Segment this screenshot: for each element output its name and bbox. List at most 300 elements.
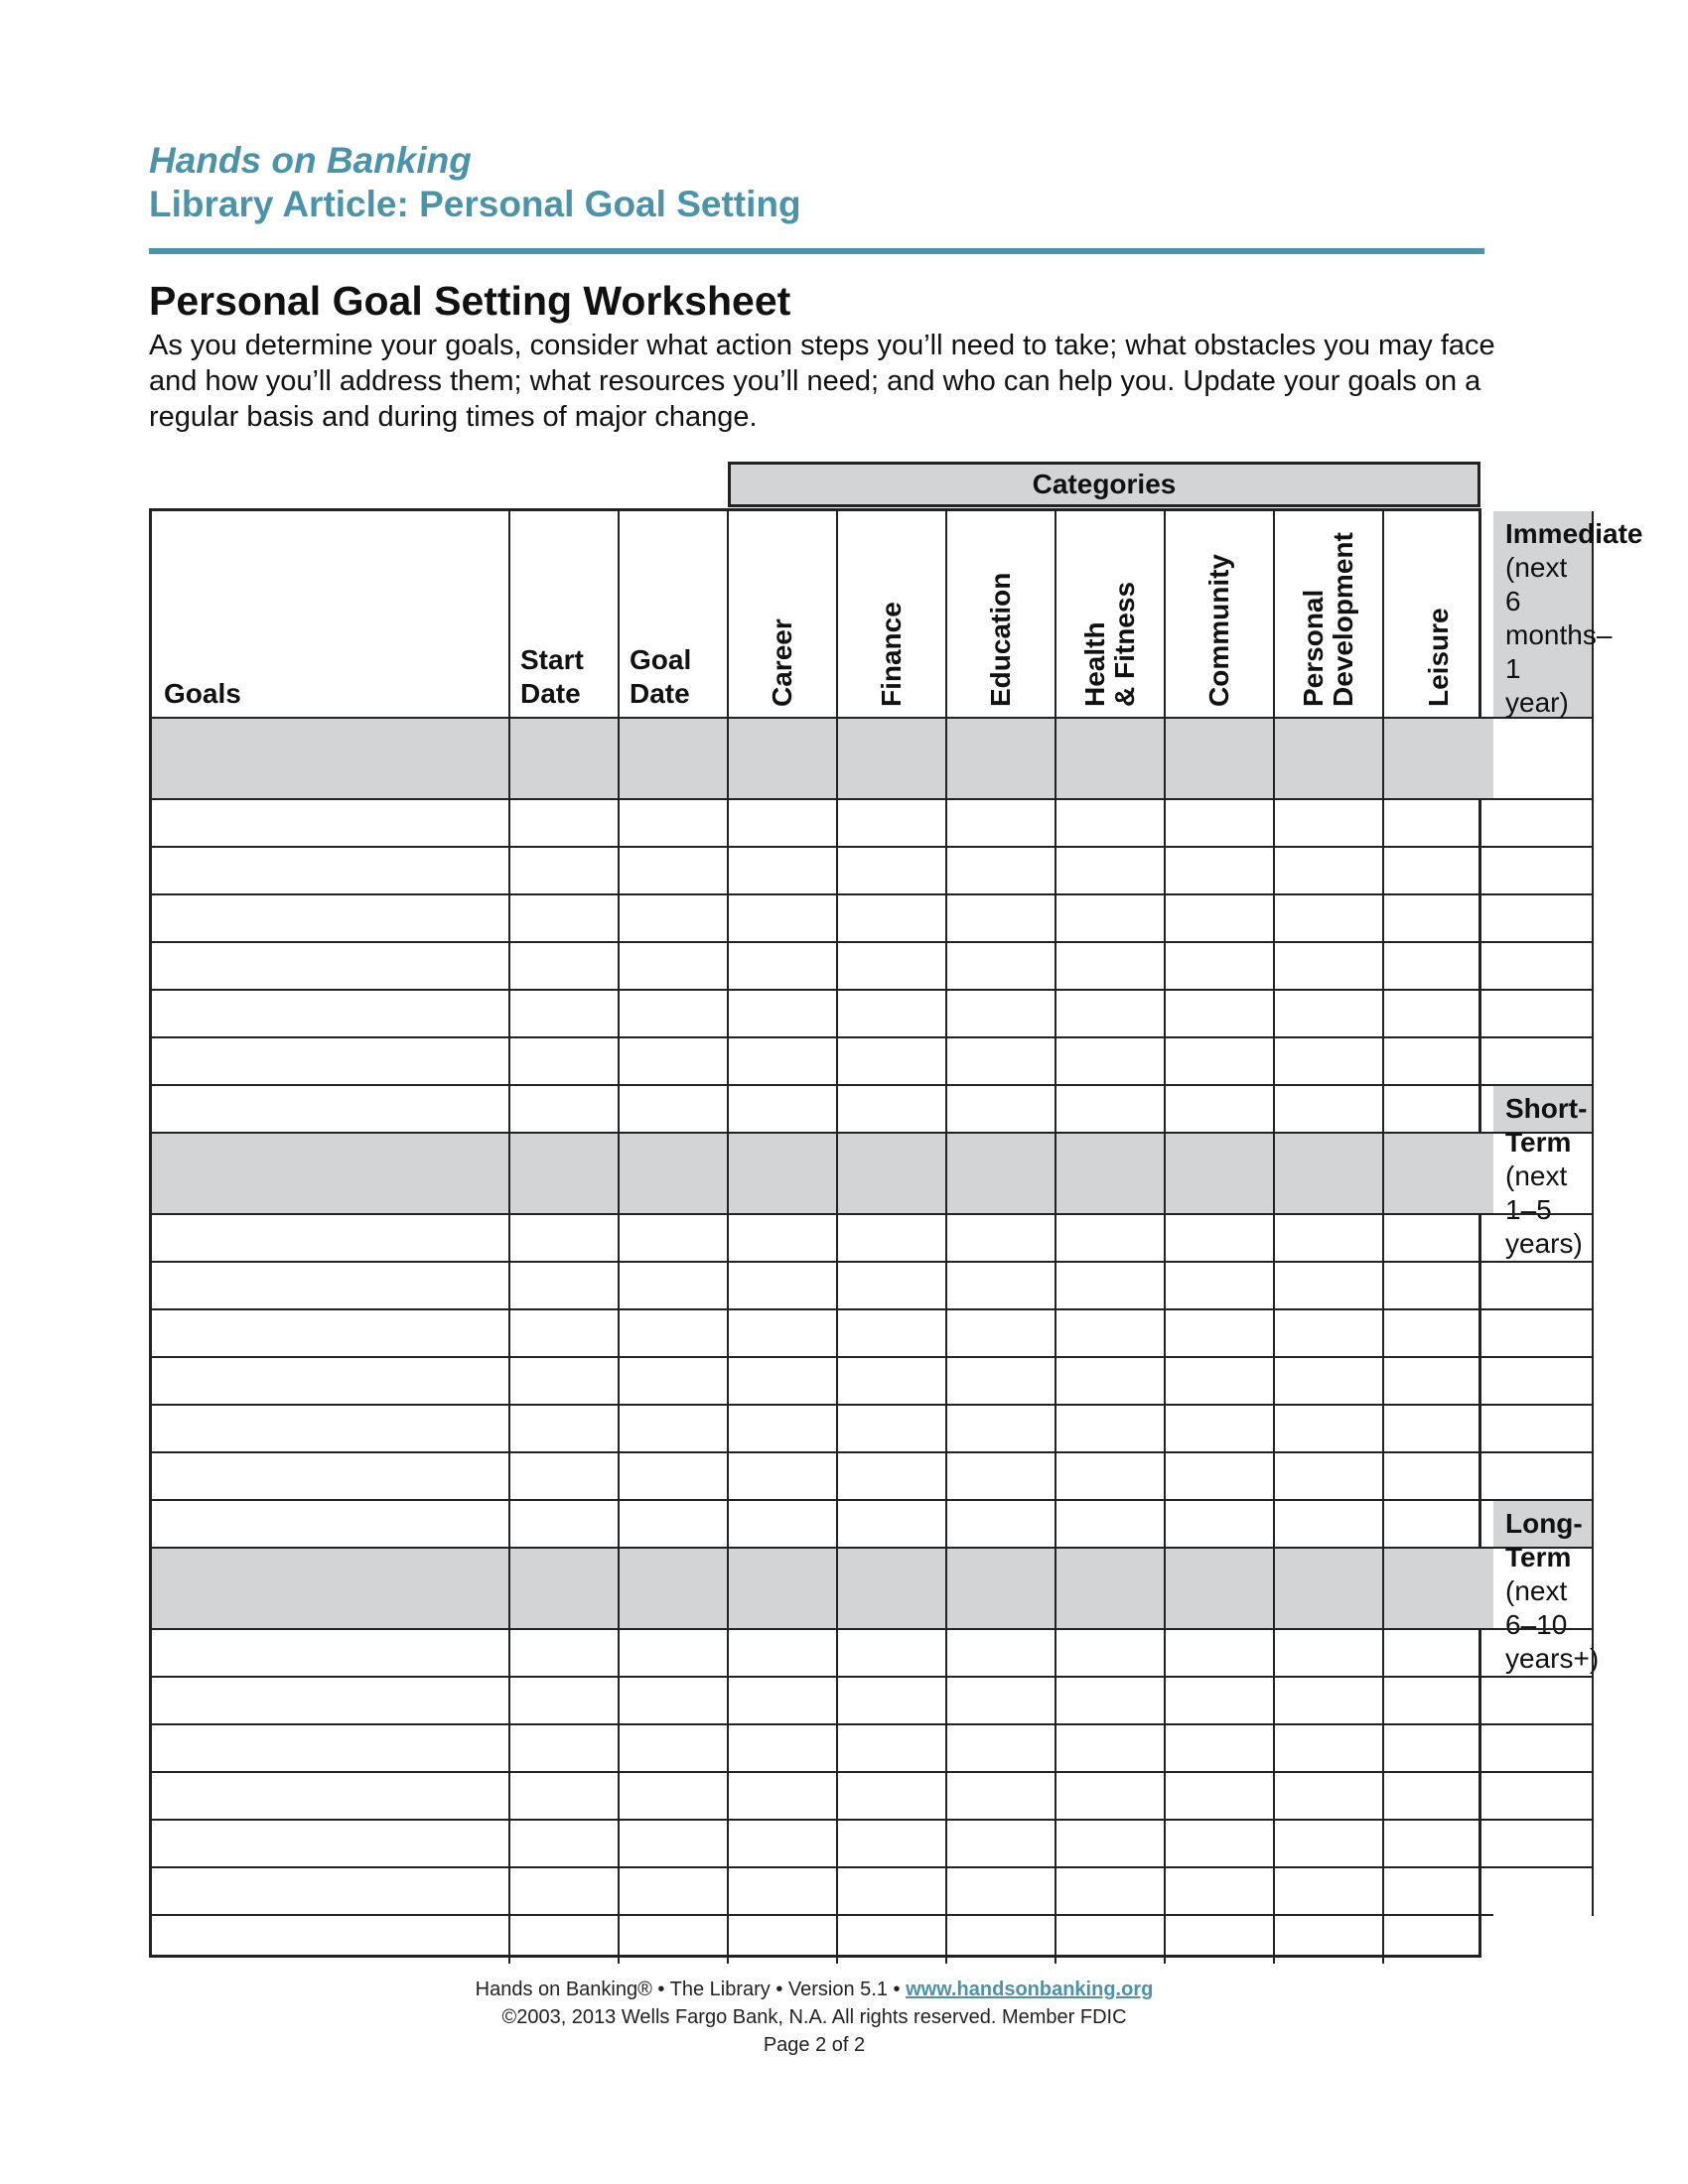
column-header-leisure (1384, 511, 1493, 719)
worksheet-entry-cell[interactable] (1275, 1358, 1384, 1406)
goal-date-label-line1: Goal (630, 644, 692, 675)
section-header-cell[interactable] (510, 1134, 620, 1215)
section-header-cell[interactable] (1166, 1134, 1275, 1215)
worksheet-entry-cell[interactable] (1384, 800, 1493, 848)
goal-entry-cell[interactable] (1493, 1630, 1594, 1678)
worksheet-entry-cell[interactable] (1166, 1773, 1275, 1821)
worksheet-entry-cell[interactable] (1384, 1501, 1493, 1549)
worksheet-entry-cell[interactable] (1056, 848, 1166, 895)
worksheet-entry-cell[interactable] (152, 1263, 510, 1310)
worksheet-entry-cell[interactable] (838, 943, 947, 991)
worksheet-entry-cell[interactable] (1056, 1501, 1166, 1549)
section-header-cell[interactable] (838, 1134, 947, 1215)
section-header-cell[interactable] (729, 1549, 838, 1630)
worksheet-entry-cell[interactable] (152, 848, 510, 895)
worksheet-entry-cell[interactable] (1384, 1678, 1493, 1725)
column-header-goals-label: Goals (164, 678, 241, 709)
worksheet-entry-cell[interactable] (620, 1630, 729, 1678)
worksheet-entry-cell[interactable] (838, 1725, 947, 1773)
leisure-label: Leisure (1423, 608, 1454, 707)
goal-entry-cell[interactable] (1493, 1773, 1594, 1821)
start-date-label-line1: Start (520, 644, 584, 675)
worksheet-entry-cell[interactable] (947, 1630, 1056, 1678)
worksheet-entry-cell[interactable] (729, 1406, 838, 1453)
worksheet-entry-cell[interactable] (1166, 1453, 1275, 1501)
goal-entry-cell[interactable] (1493, 1453, 1594, 1501)
worksheet-title: Personal Goal Setting Worksheet (149, 278, 791, 324)
worksheet-entry-cell[interactable] (620, 1821, 729, 1868)
worksheet-entry-cell[interactable] (729, 991, 838, 1038)
worksheet-entry-cell[interactable] (838, 848, 947, 895)
worksheet-entry-cell[interactable] (152, 1406, 510, 1453)
worksheet-entry-cell[interactable] (1056, 1086, 1166, 1134)
section-header-cell[interactable] (1056, 1549, 1166, 1630)
section-header-cell[interactable] (620, 1549, 729, 1630)
worksheet-entry-cell[interactable] (838, 1678, 947, 1725)
worksheet-entry-cell[interactable] (1275, 1263, 1384, 1310)
worksheet-entry-cell[interactable] (838, 1086, 947, 1134)
worksheet-entry-cell[interactable] (1166, 895, 1275, 943)
worksheet-entry-cell[interactable] (1166, 943, 1275, 991)
worksheet-entry-cell[interactable] (947, 1773, 1056, 1821)
worksheet-entry-cell[interactable] (838, 895, 947, 943)
section-header-cell[interactable] (1056, 1134, 1166, 1215)
worksheet-entry-cell[interactable] (510, 1868, 620, 1916)
start-date-label-line2: Date (520, 678, 581, 709)
goal-entry-cell[interactable] (1493, 1549, 1594, 1630)
section-header-cell[interactable] (1275, 719, 1384, 800)
worksheet-entry-cell[interactable] (510, 895, 620, 943)
career-label: Career (767, 618, 797, 707)
worksheet-entry-cell[interactable] (152, 991, 510, 1038)
section-header-cell[interactable] (620, 1134, 729, 1215)
worksheet-entry-cell[interactable] (1056, 1263, 1166, 1310)
worksheet-entry-cell[interactable] (510, 1453, 620, 1501)
worksheet-entry-cell[interactable] (1056, 1678, 1166, 1725)
worksheet-entry-cell[interactable] (838, 1358, 947, 1406)
worksheet-entry-cell[interactable] (1166, 991, 1275, 1038)
worksheet-entry-cell[interactable] (510, 943, 620, 991)
worksheet-entry-cell[interactable] (510, 1501, 620, 1549)
worksheet-entry-cell[interactable] (729, 800, 838, 848)
worksheet-entry-cell[interactable] (947, 1358, 1056, 1406)
header-divider (149, 248, 1484, 254)
worksheet-entry-cell[interactable] (947, 848, 1056, 895)
worksheet-entry-cell[interactable] (1275, 1215, 1384, 1263)
goal-entry-cell[interactable] (1493, 1725, 1594, 1773)
worksheet-entry-cell[interactable] (838, 1773, 947, 1821)
worksheet-entry-cell[interactable] (1056, 1821, 1166, 1868)
worksheet-entry-cell[interactable] (729, 1630, 838, 1678)
section-header-cell[interactable] (1384, 719, 1493, 800)
worksheet-entry-cell[interactable] (1275, 1086, 1384, 1134)
worksheet-entry-cell[interactable] (1166, 1086, 1275, 1134)
worksheet-entry-cell[interactable] (1056, 1916, 1166, 1964)
worksheet-entry-cell[interactable] (1056, 1868, 1166, 1916)
worksheet-entry-cell[interactable] (1166, 848, 1275, 895)
worksheet-entry-cell[interactable] (510, 1916, 620, 1964)
worksheet-entry-cell[interactable] (620, 1725, 729, 1773)
worksheet-entry-cell[interactable] (1166, 800, 1275, 848)
worksheet-entry-cell[interactable] (510, 1358, 620, 1406)
worksheet-entry-cell[interactable] (1384, 1263, 1493, 1310)
worksheet-entry-cell[interactable] (1056, 1310, 1166, 1358)
worksheet-entry-cell[interactable] (838, 991, 947, 1038)
worksheet-entry-cell[interactable] (620, 943, 729, 991)
column-header-goals (152, 511, 510, 719)
worksheet-entry-cell[interactable] (729, 1821, 838, 1868)
worksheet-entry-cell[interactable] (620, 1678, 729, 1725)
footer-link[interactable]: www.handsonbanking.org (906, 1979, 1154, 2000)
worksheet-entry-cell[interactable] (947, 800, 1056, 848)
worksheet-entry-cell[interactable] (729, 1501, 838, 1549)
section-header-cell[interactable] (1275, 1549, 1384, 1630)
worksheet-entry-cell[interactable] (1275, 1773, 1384, 1821)
worksheet-entry-cell[interactable] (620, 1406, 729, 1453)
worksheet-intro: As you determine your goals, consider what action steps you’ll need to take; what obstacles you may face and how you’ll address them; what resources you’ll need; and who can help you. Update your goals on a regular basis and during times of major change. (149, 330, 1495, 433)
goal-worksheet-table (149, 508, 1643, 1958)
worksheet-entry-cell[interactable] (1056, 1453, 1166, 1501)
worksheet-entry-cell[interactable] (620, 848, 729, 895)
worksheet-entry-cell[interactable] (838, 1821, 947, 1868)
worksheet-entry-cell[interactable] (947, 1725, 1056, 1773)
worksheet-entry-cell[interactable] (1166, 1678, 1275, 1725)
worksheet-entry-cell[interactable] (510, 1406, 620, 1453)
worksheet-entry-cell[interactable] (152, 800, 510, 848)
worksheet-entry-cell[interactable] (1384, 943, 1493, 991)
worksheet-entry-cell[interactable] (947, 1310, 1056, 1358)
worksheet-entry-cell[interactable] (947, 1868, 1056, 1916)
worksheet-entry-cell[interactable] (729, 1086, 838, 1134)
worksheet-entry-cell[interactable] (947, 1501, 1056, 1549)
column-header-education (947, 511, 1056, 719)
worksheet-entry-cell[interactable] (152, 1678, 510, 1725)
worksheet-entry-cell[interactable] (620, 1310, 729, 1358)
worksheet-entry-cell[interactable] (1275, 1916, 1384, 1964)
worksheet-entry-cell[interactable] (729, 1038, 838, 1086)
worksheet-entry-cell[interactable] (947, 1038, 1056, 1086)
goal-entry-cell[interactable] (1493, 1868, 1594, 1916)
worksheet-entry-cell[interactable] (729, 1453, 838, 1501)
worksheet-entry-cell[interactable] (1384, 848, 1493, 895)
worksheet-entry-cell[interactable] (729, 848, 838, 895)
goal-entry-cell[interactable] (1493, 1134, 1594, 1215)
section-header-cell[interactable] (1384, 1549, 1493, 1630)
worksheet-entry-cell[interactable] (1384, 1086, 1493, 1134)
section-range: (next 6 months–1 year) (1505, 552, 1613, 718)
document-header (149, 139, 1484, 226)
worksheet-entry-cell[interactable] (1056, 1725, 1166, 1773)
column-header-personal-development (1275, 511, 1384, 719)
worksheet-entry-cell[interactable] (620, 1916, 729, 1964)
worksheet-entry-cell[interactable] (1056, 991, 1166, 1038)
worksheet-entry-cell[interactable] (1275, 1453, 1384, 1501)
brand-title: Hands on Banking (149, 140, 472, 181)
worksheet-entry-cell[interactable] (947, 943, 1056, 991)
worksheet-entry-cell[interactable] (620, 1215, 729, 1263)
goal-entry-cell[interactable] (1493, 1038, 1594, 1086)
section-header-cell[interactable] (152, 1134, 510, 1215)
section-header-cell[interactable] (152, 719, 510, 800)
goal-entry-cell[interactable] (1493, 1215, 1594, 1263)
worksheet-entry-cell[interactable] (1384, 991, 1493, 1038)
worksheet-entry-cell[interactable] (729, 1310, 838, 1358)
goal-entry-cell[interactable] (1493, 848, 1594, 895)
worksheet-entry-cell[interactable] (947, 1406, 1056, 1453)
worksheet-entry-cell[interactable] (1384, 1725, 1493, 1773)
goal-entry-cell[interactable] (1493, 800, 1594, 848)
article-title: Library Article: Personal Goal Setting (149, 184, 801, 224)
worksheet-entry-cell[interactable] (1056, 1215, 1166, 1263)
worksheet-entry-cell[interactable] (620, 1358, 729, 1406)
worksheet-entry-cell[interactable] (152, 1310, 510, 1358)
worksheet-entry-cell[interactable] (1275, 895, 1384, 943)
worksheet-entry-cell[interactable] (510, 1263, 620, 1310)
goal-entry-cell[interactable] (1493, 719, 1594, 800)
worksheet-entry-cell[interactable] (1275, 991, 1384, 1038)
worksheet-entry-cell[interactable] (510, 991, 620, 1038)
goal-entry-cell[interactable] (1493, 1263, 1594, 1310)
worksheet-entry-cell[interactable] (1056, 1038, 1166, 1086)
section-range: (next 6–10 years+) (1505, 1575, 1600, 1674)
worksheet-entry-cell[interactable] (1166, 1916, 1275, 1964)
worksheet-entry-cell[interactable] (1384, 1868, 1493, 1916)
worksheet-entry-cell[interactable] (1275, 848, 1384, 895)
worksheet-entry-cell[interactable] (1384, 1630, 1493, 1678)
worksheet-entry-cell[interactable] (620, 1501, 729, 1549)
worksheet-entry-cell[interactable] (838, 1453, 947, 1501)
worksheet-entry-cell[interactable] (1275, 1630, 1384, 1678)
worksheet-entry-cell[interactable] (510, 1310, 620, 1358)
worksheet-entry-cell[interactable] (1275, 943, 1384, 991)
section-label-2 (1493, 1501, 1600, 1674)
worksheet-entry-cell[interactable] (729, 1358, 838, 1406)
worksheet-entry-cell[interactable] (152, 1501, 510, 1549)
worksheet-entry-cell[interactable] (620, 1038, 729, 1086)
worksheet-entry-cell[interactable] (1384, 1310, 1493, 1358)
worksheet-entry-cell[interactable] (1384, 1916, 1493, 1964)
worksheet-entry-cell[interactable] (838, 1038, 947, 1086)
section-name: Short-Term (1505, 1093, 1588, 1158)
worksheet-entry-cell[interactable] (1384, 1215, 1493, 1263)
worksheet-entry-cell[interactable] (1275, 1406, 1384, 1453)
worksheet-entry-cell[interactable] (1166, 1358, 1275, 1406)
worksheet-entry-cell[interactable] (838, 800, 947, 848)
worksheet-entry-cell[interactable] (1166, 1868, 1275, 1916)
goal-entry-cell[interactable] (1493, 1678, 1594, 1725)
worksheet-entry-cell[interactable] (1384, 1038, 1493, 1086)
worksheet-entry-cell[interactable] (1275, 1725, 1384, 1773)
footer-copyright: ©2003, 2013 Wells Fargo Bank, N.A. All rights reserved. Member FDIC (501, 2006, 1127, 2028)
worksheet-entry-cell[interactable] (510, 1773, 620, 1821)
finance-label: Finance (876, 602, 907, 707)
worksheet-entry-cell[interactable] (152, 1215, 510, 1263)
worksheet-entry-cell[interactable] (1056, 1773, 1166, 1821)
worksheet-entry-cell[interactable] (152, 1038, 510, 1086)
worksheet-entry-cell[interactable] (1166, 1501, 1275, 1549)
worksheet-entry-cell[interactable] (1056, 1630, 1166, 1678)
goal-entry-cell[interactable] (1493, 991, 1594, 1038)
worksheet-entry-cell[interactable] (1275, 1821, 1384, 1868)
goal-entry-cell[interactable] (1493, 895, 1594, 943)
worksheet-entry-cell[interactable] (1166, 1310, 1275, 1358)
worksheet-entry-cell[interactable] (510, 848, 620, 895)
worksheet-entry-cell[interactable] (1166, 1406, 1275, 1453)
section-header-cell[interactable] (1275, 1134, 1384, 1215)
column-header-community (1166, 511, 1275, 719)
worksheet-entry-cell[interactable] (1384, 1773, 1493, 1821)
worksheet-entry-cell[interactable] (838, 1215, 947, 1263)
section-header-cell[interactable] (947, 1134, 1056, 1215)
section-header-cell[interactable] (510, 719, 620, 800)
worksheet-entry-cell[interactable] (729, 895, 838, 943)
goal-entry-cell[interactable] (1493, 1406, 1594, 1453)
worksheet-entry-cell[interactable] (1166, 1630, 1275, 1678)
worksheet-entry-cell[interactable] (1056, 1406, 1166, 1453)
worksheet-entry-cell[interactable] (838, 1406, 947, 1453)
section-header-cell[interactable] (1166, 1549, 1275, 1630)
section-header-cell[interactable] (152, 1549, 510, 1630)
worksheet-entry-cell[interactable] (152, 1453, 510, 1501)
goal-date-label-line2: Date (630, 678, 690, 709)
worksheet-entry-cell[interactable] (947, 991, 1056, 1038)
worksheet-entry-cell[interactable] (838, 1501, 947, 1549)
worksheet-entry-cell[interactable] (620, 1453, 729, 1501)
worksheet-entry-cell[interactable] (620, 1868, 729, 1916)
worksheet-entry-cell[interactable] (947, 1215, 1056, 1263)
worksheet-entry-cell[interactable] (1056, 800, 1166, 848)
worksheet-entry-cell[interactable] (152, 1868, 510, 1916)
goal-entry-cell[interactable] (1493, 1821, 1594, 1868)
worksheet-entry-cell[interactable] (947, 1821, 1056, 1868)
goal-entry-cell[interactable] (1493, 943, 1594, 991)
section-header-cell[interactable] (838, 1549, 947, 1630)
worksheet-entry-cell[interactable] (620, 1773, 729, 1821)
worksheet-entry-cell[interactable] (947, 1453, 1056, 1501)
worksheet-entry-cell[interactable] (1166, 1821, 1275, 1868)
development-label: Development (1328, 532, 1358, 707)
worksheet-entry-cell[interactable] (152, 1821, 510, 1868)
worksheet-entry-cell[interactable] (1275, 1501, 1384, 1549)
fitness-label: & Fitness (1109, 581, 1140, 707)
section-header-cell[interactable] (620, 719, 729, 800)
worksheet-entry-cell[interactable] (152, 1916, 510, 1964)
section-header-cell[interactable] (947, 719, 1056, 800)
worksheet-entry-cell[interactable] (510, 1630, 620, 1678)
health-label: Health (1079, 621, 1110, 707)
worksheet-entry-cell[interactable] (510, 1038, 620, 1086)
section-header-cell[interactable] (729, 719, 838, 800)
column-header-health-fitness (1056, 511, 1166, 719)
worksheet-entry-cell[interactable] (152, 1773, 510, 1821)
worksheet-entry-cell[interactable] (947, 895, 1056, 943)
worksheet-entry-cell[interactable] (1166, 1215, 1275, 1263)
worksheet-entry-cell[interactable] (947, 1916, 1056, 1964)
section-header-cell[interactable] (1384, 1134, 1493, 1215)
worksheet-entry-cell[interactable] (1384, 1358, 1493, 1406)
worksheet-entry-cell[interactable] (838, 1310, 947, 1358)
worksheet-entry-cell[interactable] (620, 800, 729, 848)
worksheet-entry-cell[interactable] (1166, 1725, 1275, 1773)
worksheet-entry-cell[interactable] (838, 1916, 947, 1964)
goal-entry-cell[interactable] (1493, 1358, 1594, 1406)
worksheet-entry-cell[interactable] (1275, 1038, 1384, 1086)
goal-entry-cell[interactable] (1493, 1310, 1594, 1358)
worksheet-entry-cell[interactable] (729, 943, 838, 991)
worksheet-entry-cell[interactable] (1166, 1263, 1275, 1310)
worksheet-entry-cell[interactable] (1275, 1868, 1384, 1916)
section-header-cell[interactable] (1056, 719, 1166, 800)
worksheet-entry-cell[interactable] (152, 1086, 510, 1134)
worksheet-entry-cell[interactable] (510, 1821, 620, 1868)
worksheet-entry-cell[interactable] (152, 895, 510, 943)
worksheet-entry-cell[interactable] (1384, 895, 1493, 943)
column-header-start-date (510, 511, 620, 719)
section-label-1 (1493, 1086, 1594, 1259)
worksheet-entry-cell[interactable] (947, 1086, 1056, 1134)
section-header-cell[interactable] (729, 1134, 838, 1215)
worksheet-entry-cell[interactable] (620, 991, 729, 1038)
worksheet-entry-cell[interactable] (729, 1773, 838, 1821)
section-name: Immediate (1505, 518, 1643, 549)
section-header-cell[interactable] (1166, 719, 1275, 800)
section-header-cell[interactable] (838, 719, 947, 800)
worksheet-entry-cell[interactable] (838, 1868, 947, 1916)
worksheet-entry-cell[interactable] (729, 1868, 838, 1916)
worksheet-entry-cell[interactable] (510, 1725, 620, 1773)
worksheet-entry-cell[interactable] (838, 1630, 947, 1678)
worksheet-entry-cell[interactable] (1275, 800, 1384, 848)
footer-prefix: Hands on Banking® • The Library • Version 5.1 • (475, 1979, 907, 2000)
categories-header: Categories (728, 462, 1480, 507)
worksheet-entry-cell[interactable] (1056, 895, 1166, 943)
worksheet-entry-cell[interactable] (152, 943, 510, 991)
worksheet-entry-cell[interactable] (152, 1725, 510, 1773)
worksheet-entry-cell[interactable] (510, 1086, 620, 1134)
worksheet-entry-cell[interactable] (1384, 1406, 1493, 1453)
worksheet-entry-cell[interactable] (152, 1630, 510, 1678)
page-footer (0, 1976, 1628, 2059)
worksheet-entry-cell[interactable] (620, 1263, 729, 1310)
worksheet-entry-cell[interactable] (729, 1678, 838, 1725)
worksheet-entry-cell[interactable] (510, 800, 620, 848)
worksheet-entry-cell[interactable] (510, 1678, 620, 1725)
education-label: Education (985, 572, 1016, 707)
worksheet-entry-cell[interactable] (1384, 1821, 1493, 1868)
worksheet-entry-cell[interactable] (838, 1263, 947, 1310)
worksheet-entry-cell[interactable] (1384, 1453, 1493, 1501)
footer-line-1 (0, 1976, 1628, 2003)
worksheet-entry-cell[interactable] (1056, 1358, 1166, 1406)
worksheet-entry-cell[interactable] (729, 1263, 838, 1310)
worksheet-entry-cell[interactable] (947, 1263, 1056, 1310)
worksheet-entry-cell[interactable] (1166, 1038, 1275, 1086)
worksheet-entry-cell[interactable] (729, 1916, 838, 1964)
worksheet-entry-cell[interactable] (1056, 943, 1166, 991)
worksheet-entry-cell[interactable] (620, 895, 729, 943)
worksheet-entry-cell[interactable] (1275, 1678, 1384, 1725)
personal-label: Personal (1298, 589, 1329, 707)
worksheet-entry-cell[interactable] (729, 1725, 838, 1773)
section-header-cell[interactable] (510, 1549, 620, 1630)
worksheet-entry-cell[interactable] (152, 1358, 510, 1406)
worksheet-entry-cell[interactable] (947, 1678, 1056, 1725)
worksheet-entry-cell[interactable] (510, 1215, 620, 1263)
section-header-cell[interactable] (947, 1549, 1056, 1630)
worksheet-entry-cell[interactable] (729, 1215, 838, 1263)
worksheet-entry-cell[interactable] (620, 1086, 729, 1134)
worksheet-entry-cell[interactable] (1275, 1310, 1384, 1358)
